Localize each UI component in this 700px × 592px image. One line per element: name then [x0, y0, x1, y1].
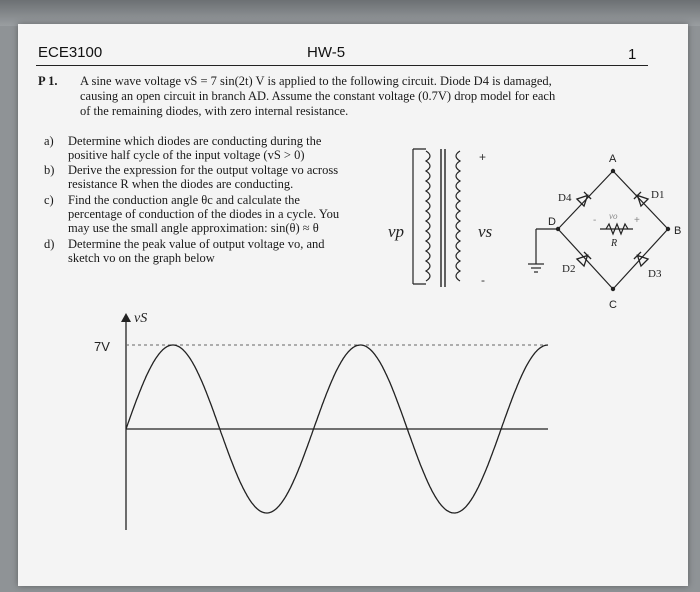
- y-axis-arrow: [121, 313, 131, 322]
- part-b-line-2: resistance R when the diodes are conducting.: [68, 177, 294, 191]
- node-d-label: D: [548, 216, 556, 228]
- d1-label: D1: [651, 189, 665, 201]
- diode-d1-symbol: [634, 192, 648, 206]
- circuit-diagram: [368, 119, 688, 319]
- r-label: R: [611, 238, 618, 249]
- part-d-line-2: sketch vo on the graph below: [68, 251, 215, 265]
- part-c-line-1: Find the conduction angle θc and calculate the: [68, 193, 300, 207]
- node-a-label: A: [609, 153, 617, 165]
- vs-plus: +: [479, 150, 487, 164]
- peak-label: 7V: [94, 339, 110, 354]
- part-a-letter: a): [44, 134, 54, 148]
- transformer-secondary: [456, 151, 460, 281]
- part-c-letter: c): [44, 193, 54, 207]
- hw-title: HW-5: [307, 44, 346, 61]
- part-c-line-3: may use the small angle approximation: sin(θ) ≈ θ: [68, 221, 319, 235]
- course-code: ECE3100: [38, 44, 103, 61]
- sine-graph: [88, 302, 558, 537]
- part-d-letter: d): [44, 237, 55, 251]
- part-c-line-2: percentage of conduction of the diodes in a cycle. You: [68, 207, 340, 221]
- vs-label: vs: [478, 222, 493, 241]
- problem-line-1: A sine wave voltage vS = 7 sin(2t) V is applied to the following circuit. Diode D4 is damaged,: [80, 74, 552, 88]
- problem-line-2: causing an open circuit in branch AD. Assume the constant voltage (0.7V) drop model for each: [80, 89, 556, 103]
- part-a-line-1: Determine which diodes are conducting during the: [68, 134, 322, 148]
- vo-label: vo: [609, 211, 618, 221]
- part-d-line-1: Determine the peak value of output voltage vo, and: [68, 237, 325, 251]
- top-bar: [0, 0, 700, 26]
- d3-label: D3: [648, 268, 662, 280]
- ground-symbol: [528, 264, 544, 272]
- problem-line-3: of the remaining diodes, with zero internal resistance.: [80, 104, 349, 118]
- homework-sheet: [18, 24, 688, 586]
- node-b-label: B: [674, 225, 682, 237]
- vo-plus: +: [634, 215, 640, 226]
- d4-label: D4: [558, 192, 572, 204]
- problem-number: P 1.: [38, 74, 58, 88]
- vp-label: vp: [388, 222, 405, 241]
- y-axis-label: vS: [134, 311, 148, 326]
- vs-minus: -: [481, 273, 485, 287]
- vo-minus: -: [593, 215, 597, 226]
- transformer-core: [441, 149, 445, 287]
- header-rule: [36, 65, 648, 66]
- transformer-primary: [413, 149, 430, 284]
- part-a-line-2: positive half cycle of the input voltage (vS > 0): [68, 148, 305, 162]
- diode-d4-symbol: [577, 192, 591, 206]
- page-number: 1: [628, 46, 637, 63]
- node-c-label: C: [609, 299, 617, 311]
- part-b-letter: b): [44, 163, 55, 177]
- d2-label: D2: [562, 263, 576, 275]
- part-b-line-1: Derive the expression for the output voltage vo across: [68, 163, 339, 177]
- diode-d2-symbol: [577, 252, 591, 266]
